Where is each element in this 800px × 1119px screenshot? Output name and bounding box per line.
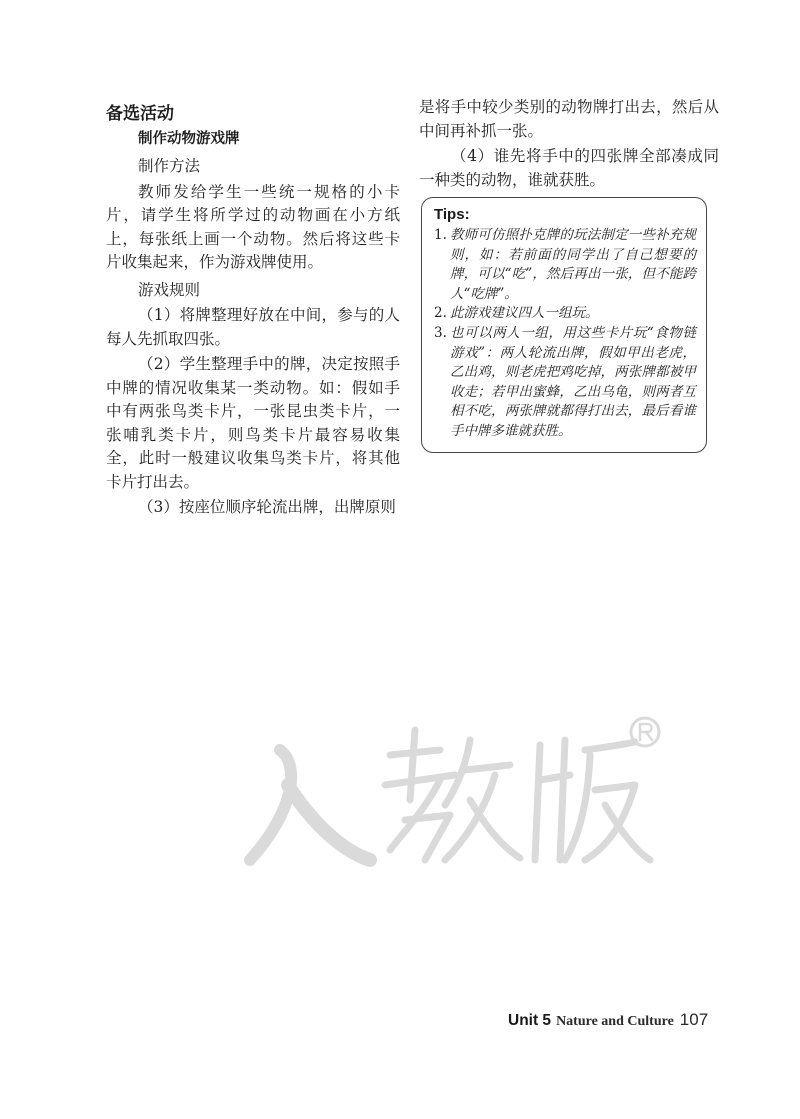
rule-4-paragraph: （4）谁先将手中的四张牌全部凑成同一种类的动物，谁就获胜。: [419, 147, 719, 189]
tips-item-number: 1.: [434, 227, 447, 243]
footer-unit: Unit 5: [508, 1012, 552, 1029]
tips-item: [434, 226, 696, 304]
tips-item: [434, 324, 696, 442]
section-heading: 备选活动: [106, 104, 174, 124]
rule-3-paragraph-end: 是将手中较少类别的动物牌打出去，然后从中间再补抓一张。: [419, 98, 719, 140]
tips-box: [421, 197, 707, 453]
tips-title: Tips:: [434, 206, 470, 223]
method-paragraph: 教师发给学生一些统一规格的小卡片，请学生将所学过的动物画在小方纸上，每张纸上画一个动物。然后将这些卡片收集起来，作为游戏牌使用。: [106, 182, 400, 271]
rule-3-paragraph-start: （3）按座位顺序轮流出牌，出牌原则: [138, 498, 396, 516]
publisher-watermark: [240, 710, 670, 870]
watermark-logo-icon: [240, 710, 670, 870]
page-number: 107: [679, 1010, 709, 1029]
rules-label: 游戏规则: [138, 280, 201, 299]
tips-item-text: 此游戏建议四人一组玩。: [450, 305, 599, 322]
footer-title: Nature and Culture: [556, 1014, 674, 1029]
tips-item: [434, 304, 696, 324]
page-footer: [508, 1010, 708, 1034]
tips-item-number: 2.: [434, 305, 447, 322]
tips-list: [434, 226, 696, 442]
right-column: [419, 96, 719, 194]
method-label: 制作方法: [138, 157, 201, 175]
tips-item-text: 也可以两人一组，用这些卡片玩“食物链游戏”：两人轮流出牌，假如甲出老虎，乙出鸡，则老虎把鸡吃掉，两张牌都被甲收走；若甲出蜜蜂，乙出乌龟，则两者互相不吃，两张牌就都得打出去，最后看谁手中牌多谁就获胜。: [450, 324, 696, 439]
left-column: [106, 96, 400, 522]
rule-2-paragraph: （2）学生整理手中的牌，决定按照手中牌的情况收集某一类动物。如：假如手中有两张鸟类卡片，一张昆虫类卡片，一张哺乳类卡片，则鸟类卡片最容易收集全，此时一般建议收集鸟类卡片，将其他卡片打出去。: [106, 355, 400, 491]
tips-item-number: 3.: [434, 324, 447, 341]
tips-item-text: 教师可仿照扑克牌的玩法制定一些补充规则，如：若前面的同学出了自己想要的牌，可以“吃”，然后再出一张，但不能跨人“吃牌”。: [450, 227, 696, 302]
activity-title: 制作动物游戏牌: [138, 131, 240, 147]
rule-1-paragraph: （1）将牌整理好放在中间，参与的人每人先抓取四张。: [106, 306, 400, 348]
